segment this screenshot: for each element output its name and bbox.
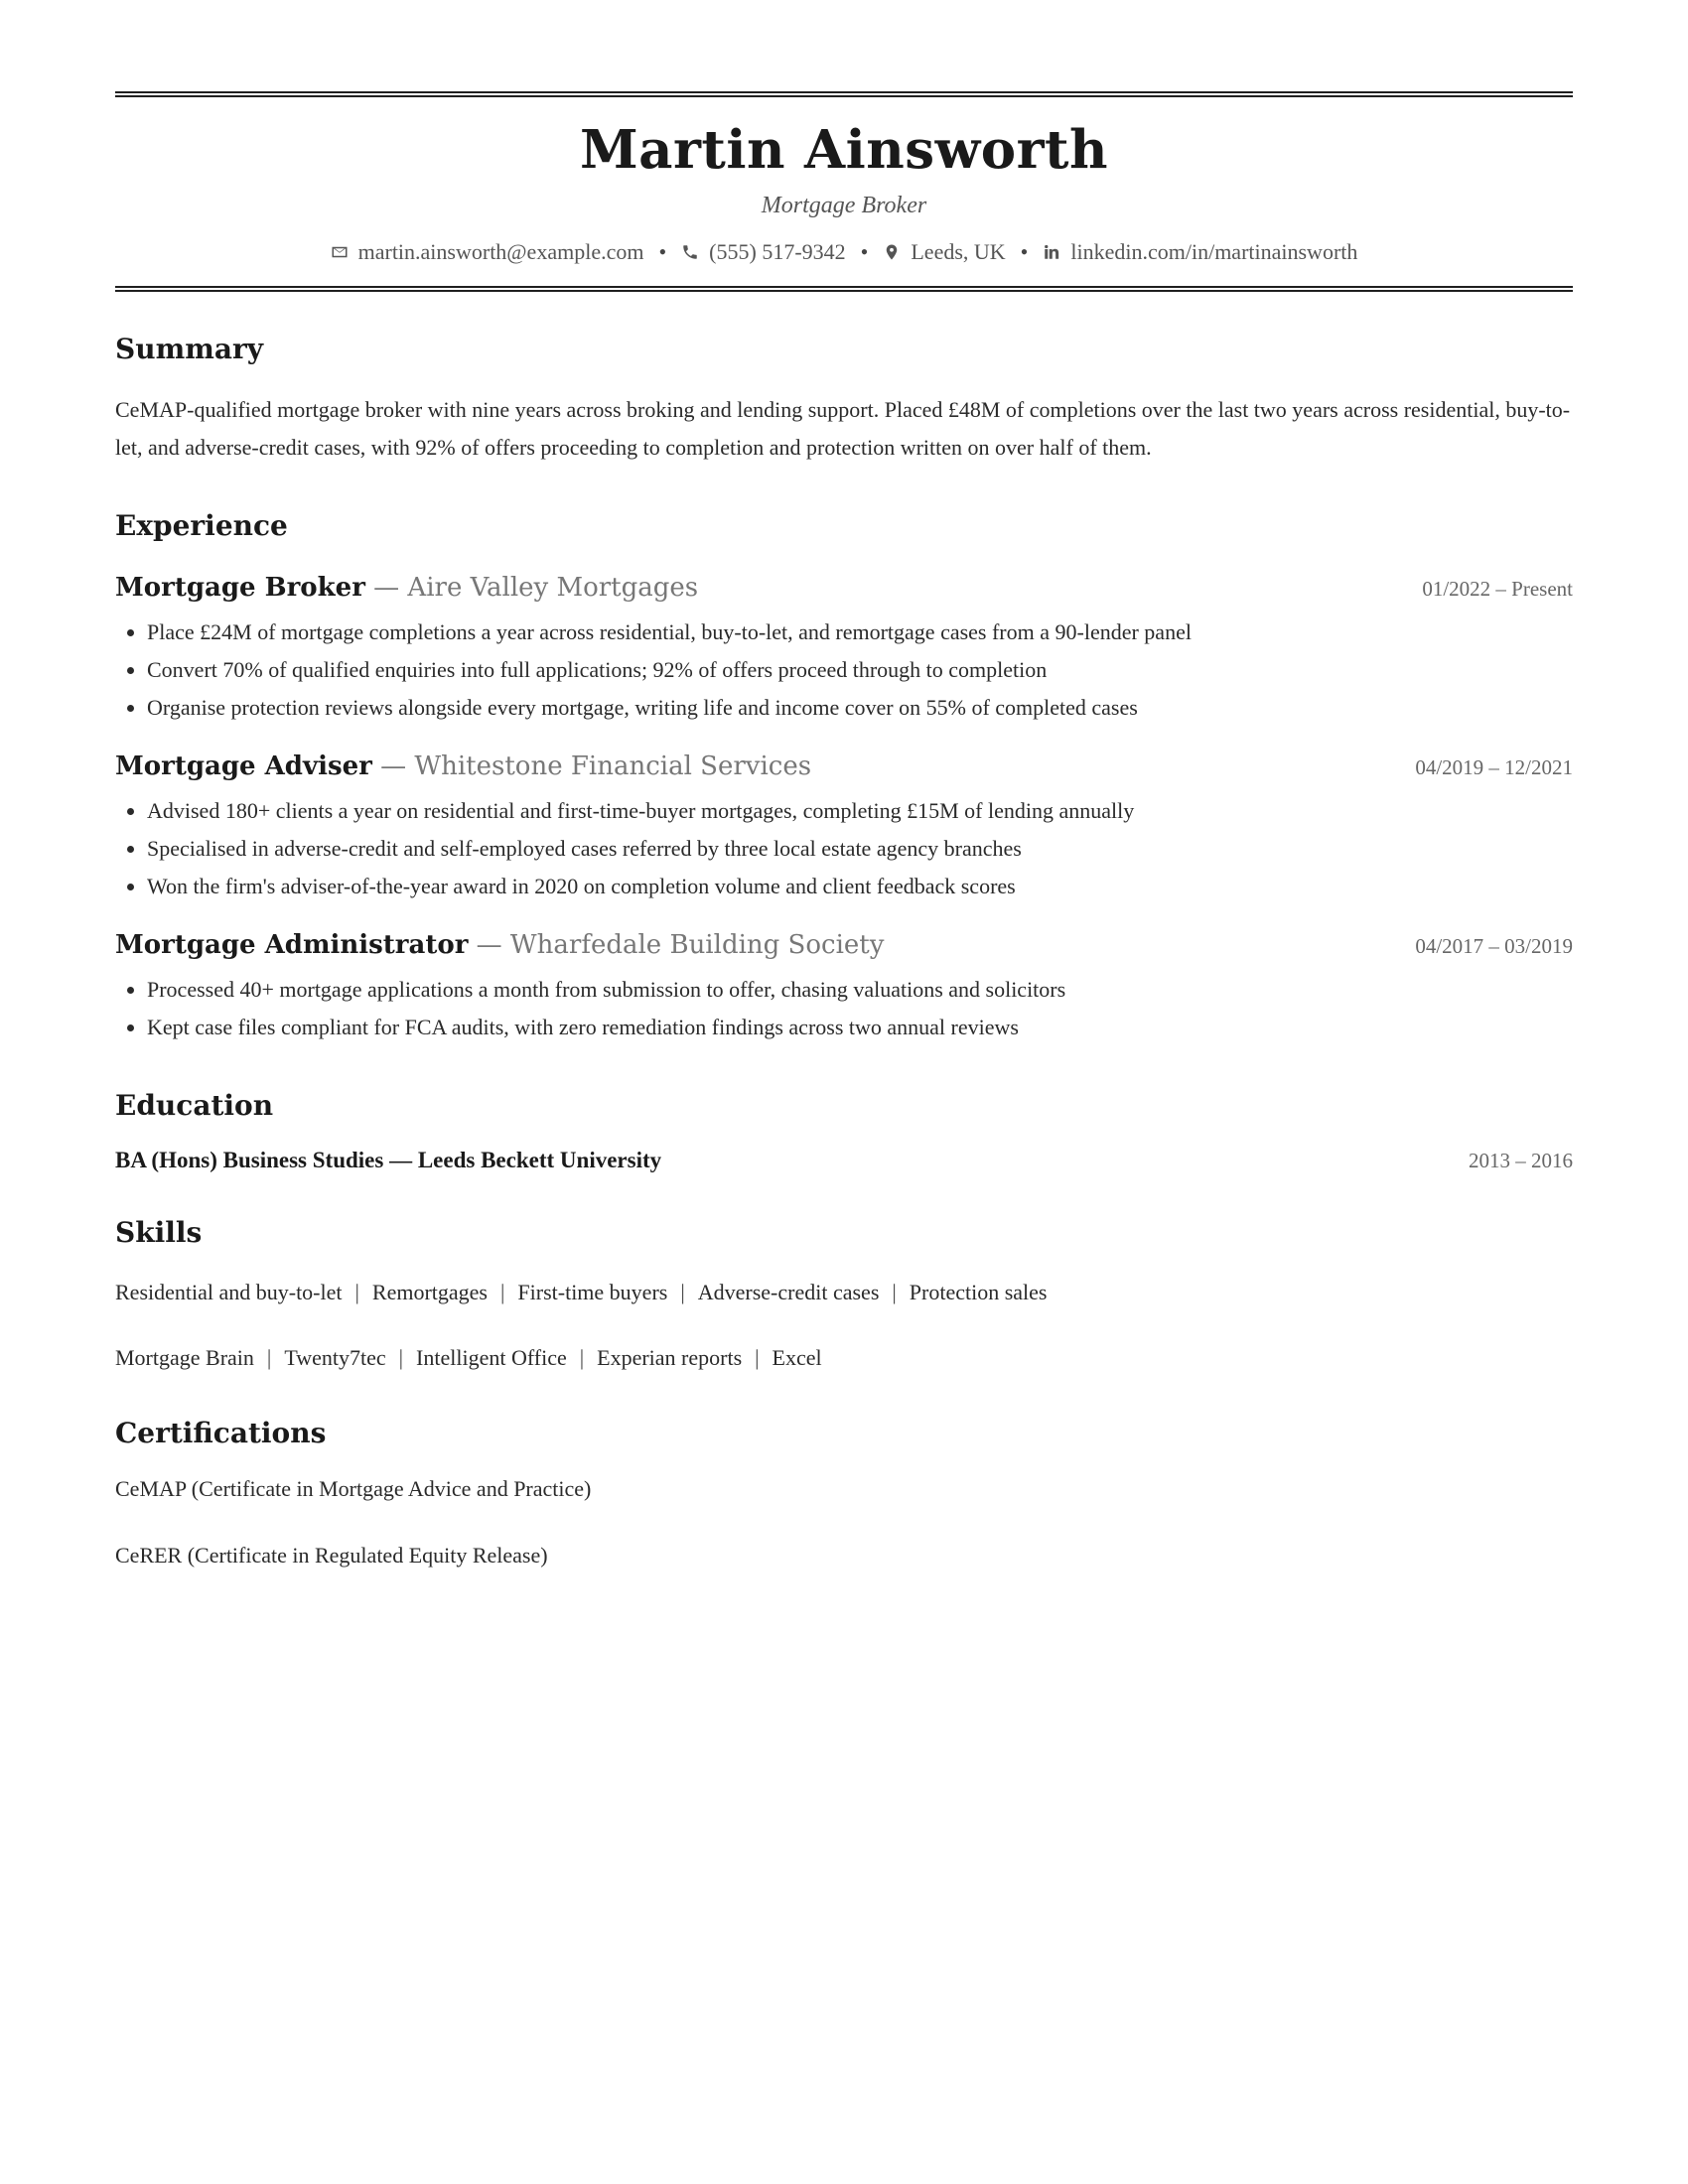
skill-item: Mortgage Brain xyxy=(115,1345,254,1370)
certifications-section xyxy=(115,1414,1573,1571)
job-company: — Whitestone Financial Services xyxy=(380,751,812,781)
job-bullet: • Won the firm's adviser-of-the-year award in 2020 on completion volume and client feedback scores xyxy=(147,868,1573,905)
job-title-line xyxy=(115,568,698,608)
skill-item: First-time buyers xyxy=(517,1280,668,1304)
job-title-line xyxy=(115,747,811,786)
job-header xyxy=(115,747,1573,786)
contact-line xyxy=(115,236,1573,268)
job-bullet: • Place £24M of mortgage completions a year across residential, buy-to-let, and remortgage cases from a 90-lender panel xyxy=(147,614,1573,651)
contact-email[interactable] xyxy=(331,236,644,268)
contact-linkedin[interactable] xyxy=(1043,236,1357,268)
summary-section xyxy=(115,330,1573,467)
job-bullets xyxy=(115,792,1573,905)
education-entry xyxy=(115,1148,1573,1173)
resume-page xyxy=(115,91,1573,1571)
job-bullet: • Processed 40+ mortgage applications a month from submission to offer, chasing valuations and solicitors xyxy=(147,971,1573,1009)
linkedin-text: linkedin.com/in/martinainsworth xyxy=(1070,239,1358,264)
skill-item: Remortgages xyxy=(371,1280,488,1304)
skill-separator: | xyxy=(354,1280,359,1304)
job-header xyxy=(115,925,1573,965)
job-bullets xyxy=(115,971,1573,1046)
education-section xyxy=(115,1086,1573,1173)
job-entry xyxy=(115,747,1573,905)
job-bullets xyxy=(115,614,1573,727)
skill-separator: | xyxy=(500,1280,505,1304)
skill-item: Excel xyxy=(772,1345,822,1370)
location-text: Leeds, UK xyxy=(911,239,1006,264)
education-dates: 2013 – 2016 xyxy=(1469,1149,1573,1172)
job-company: — Aire Valley Mortgages xyxy=(373,573,699,603)
job-title: Mortgage Administrator xyxy=(115,930,469,960)
header-top-rule xyxy=(115,91,1573,97)
job-bullet: • Kept case files compliant for FCA audits, with zero remediation findings across two annual reviews xyxy=(147,1009,1573,1046)
phone-text: (555) 517-9342 xyxy=(709,239,846,264)
education-degree: BA (Hons) Business Studies — Leeds Beckett University xyxy=(115,1148,662,1172)
job-company: — Wharfedale Building Society xyxy=(476,930,885,960)
linkedin-icon xyxy=(1043,243,1060,261)
job-dates: 04/2019 – 12/2021 xyxy=(1415,755,1573,779)
skill-separator: | xyxy=(398,1345,404,1370)
experience-section xyxy=(115,506,1573,1046)
job-title: Mortgage Broker xyxy=(115,573,365,603)
candidate-name: Martin Ainsworth xyxy=(579,119,1109,181)
job-bullet: • Organise protection reviews alongside every mortgage, writing life and income cover on 55% of completed cases xyxy=(147,689,1573,727)
education-heading: Education xyxy=(115,1089,274,1122)
location-pin-icon xyxy=(883,243,901,261)
contact-separator: • xyxy=(1020,239,1029,264)
skill-item: Intelligent Office xyxy=(416,1345,567,1370)
job-bullet: • Convert 70% of qualified enquiries into full applications; 92% of offers proceed through to completion xyxy=(147,651,1573,689)
skill-separator: | xyxy=(755,1345,760,1370)
contact-phone[interactable] xyxy=(681,236,845,268)
candidate-role: Mortgage Broker xyxy=(761,193,927,218)
skills-row xyxy=(115,1277,1573,1308)
certification-item: CeRER (Certificate in Regulated Equity Release) xyxy=(115,1543,548,1568)
job-dates: 01/2022 – Present xyxy=(1422,577,1573,601)
skill-separator: | xyxy=(892,1280,897,1304)
certifications-heading: Certifications xyxy=(115,1417,327,1449)
skill-separator: | xyxy=(266,1345,272,1370)
skill-item: Residential and buy-to-let xyxy=(115,1280,343,1304)
skill-item: Adverse-credit cases xyxy=(697,1280,880,1304)
contact-location xyxy=(883,236,1005,268)
job-dates: 04/2017 – 03/2019 xyxy=(1415,934,1573,958)
skills-section xyxy=(115,1213,1573,1374)
skills-heading: Skills xyxy=(115,1216,203,1249)
skill-item: Protection sales xyxy=(909,1280,1048,1304)
skill-separator: | xyxy=(579,1345,585,1370)
job-entry xyxy=(115,925,1573,1046)
job-header xyxy=(115,568,1573,608)
summary-heading: Summary xyxy=(115,333,263,365)
job-bullet: • Specialised in adverse-credit and self-employed cases referred by three local estate agency branches xyxy=(147,830,1573,868)
header-bottom-rule xyxy=(115,286,1573,292)
skills-row xyxy=(115,1342,1573,1374)
job-title: Mortgage Adviser xyxy=(115,751,372,781)
job-entry xyxy=(115,568,1573,727)
experience-heading: Experience xyxy=(115,509,288,542)
phone-icon xyxy=(681,243,699,261)
skill-item: Twenty7tec xyxy=(284,1345,386,1370)
contact-separator: • xyxy=(658,239,667,264)
job-bullet: • Advised 180+ clients a year on residential and first-time-buyer mortgages, completing £15M of lending annually xyxy=(147,792,1573,830)
email-text: martin.ainsworth@example.com xyxy=(357,239,644,264)
contact-separator: • xyxy=(860,239,869,264)
summary-text: CeMAP-qualified mortgage broker with nine years across broking and lending support. Placed £48M of completions over the last two years across residential, buy-to-let, and adverse-credit cases, with 92% of offers proceeding to completion and protection written on over half of them. xyxy=(115,397,1571,460)
skill-item: Experian reports xyxy=(597,1345,743,1370)
certification-item: CeMAP (Certificate in Mortgage Advice and Practice) xyxy=(115,1476,592,1501)
skill-separator: | xyxy=(680,1280,685,1304)
mail-icon xyxy=(331,243,349,261)
job-title-line xyxy=(115,925,884,965)
